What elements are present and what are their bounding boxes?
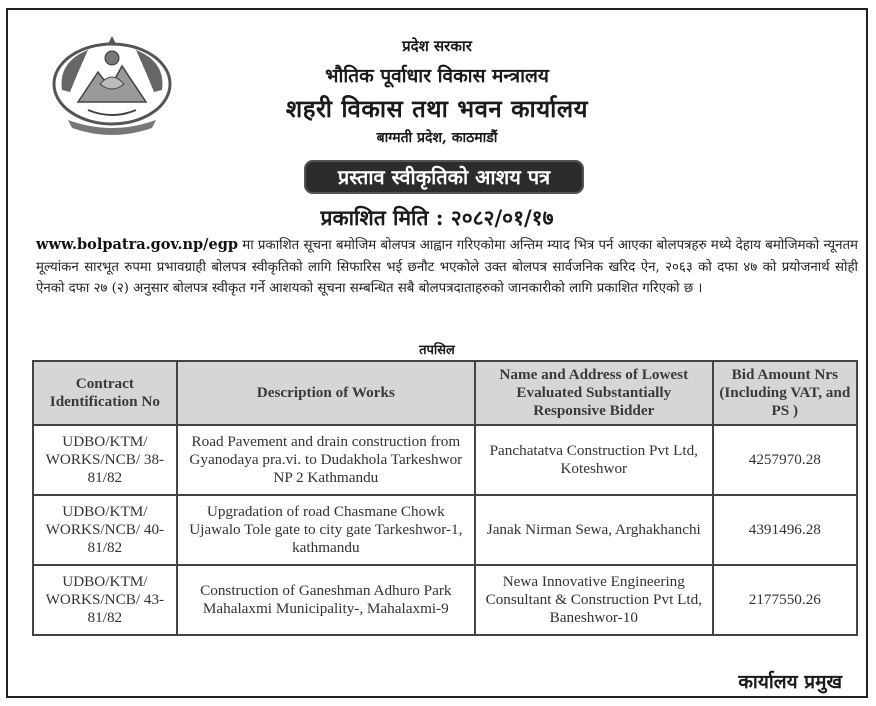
notice-frame <box>6 8 868 698</box>
contract-table <box>32 360 858 636</box>
cell-bidder: Janak Nirman Sewa, Arghakhanchi <box>475 495 713 565</box>
header-description: Description of Works <box>177 361 475 425</box>
table-header-row <box>33 361 857 425</box>
cell-description: Construction of Ganeshman Adhuro Park Mahalaxmi Municipality-, Mahalaxmi-9 <box>177 565 475 635</box>
table-row <box>33 565 857 635</box>
cell-bid-amount: 2177550.26 <box>713 565 857 635</box>
header-ministry: भौतिक पूर्वाधार विकास मन्त्रालय <box>325 65 549 87</box>
cell-description: Road Pavement and drain construction from Gyanodaya pra.vi. to Dudakhola Tarkeshwor NP 2 Kathmandu <box>177 425 475 495</box>
header-bidder: Name and Address of Lowest Evaluated Substantially Responsive Bidder <box>475 361 713 425</box>
cell-bidder: Panchatatva Construction Pvt Ltd, Koteshwor <box>475 425 713 495</box>
header-contract-id: Contract Identification No <box>33 361 177 425</box>
header-office: शहरी विकास तथा भवन कार्यालय <box>285 94 589 123</box>
published-date: प्रकाशित मिति : २०८२/०१/१७ <box>320 205 554 230</box>
details-heading: तपसिल <box>419 343 455 358</box>
office-chief-signature: कार्यालय प्रमुख <box>738 671 842 693</box>
cell-contract-id: UDBO/KTM/ WORKS/NCB/ 43-81/82 <box>33 565 177 635</box>
header-province-government: प्रदेश सरकार <box>402 37 472 55</box>
cell-contract-id: UDBO/KTM/ WORKS/NCB/ 38-81/82 <box>33 425 177 495</box>
notice-body-text: मा प्रकाशित सूचना बमोजिम बोलपत्र आह्वान गरिएकोमा अन्तिम म्याद भित्र पर्न आएका बोलपत्रहरु मध्ये देहाय बमोजिमको न्यूनतम मूल्यांकन सारभूत रुपमा प्रभावग्राही बोलपत्र स्वीकृतिको लागि सिफारिस भई छनौट भएकोले उक्त बोलपत्र सार्वजनिक खरिद ऐन, २०६३ को दफा ४७ को प्रयोजनार्थ सोही ऐनको दफा २७ (२) अनुसार बोलपत्र स्वीकृत गर्ने आशयको सूचना सम्बन्धित सबै बोलपत्रदाताहरुको जानकारीको लागि प्रकाशित गरिएको छ । <box>36 238 858 296</box>
cell-description: Upgradation of road Chasmane Chowk Ujawalo Tole gate to city gate Tarkeshwor-1, kathmandu <box>177 495 475 565</box>
notice-body <box>36 234 858 300</box>
header-location: बाग्मती प्रदेश, काठमाडौं <box>376 130 498 146</box>
table-row <box>33 425 857 495</box>
cell-bid-amount: 4257970.28 <box>713 425 857 495</box>
cell-bidder: Newa Innovative Engineering Consultant & Construction Pvt Ltd, Baneshwor-10 <box>475 565 713 635</box>
header-bid-amount: Bid Amount Nrs (Including VAT, and PS ) <box>713 361 857 425</box>
cell-contract-id: UDBO/KTM/ WORKS/NCB/ 40-81/82 <box>33 495 177 565</box>
bolpatra-link[interactable]: www.bolpatra.gov.np/egp <box>36 236 238 253</box>
cell-bid-amount: 4391496.28 <box>713 495 857 565</box>
table-row <box>33 495 857 565</box>
notice-title: प्रस्ताव स्वीकृतिको आशय पत्र <box>304 160 584 194</box>
